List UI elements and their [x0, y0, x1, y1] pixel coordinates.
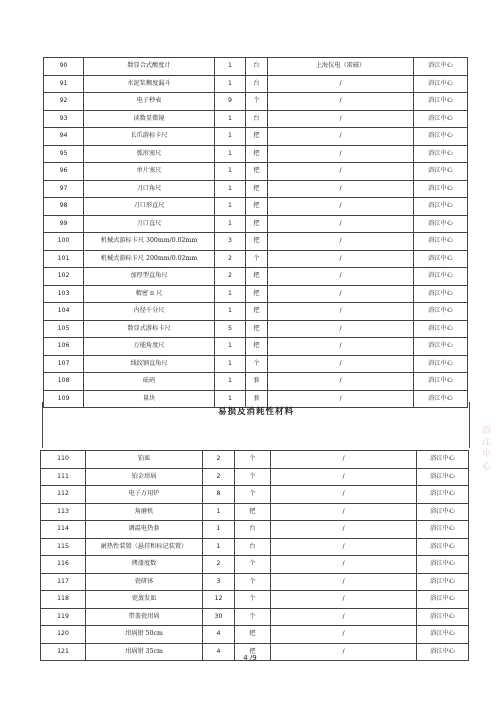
item-unit: 个 [235, 573, 271, 591]
item-unit: 把 [235, 503, 271, 521]
item-name: 机械式游标卡尺 200mm/0.02mm [84, 250, 215, 268]
item-vendor: / [268, 338, 414, 356]
table-row [44, 198, 468, 216]
item-location: 浴江中心 [417, 573, 469, 591]
consumables-table [40, 450, 469, 661]
item-quantity: 1 [215, 58, 246, 76]
item-quantity: 12 [203, 591, 235, 609]
red-stamp-mark [482, 425, 498, 505]
table-row [44, 93, 468, 111]
item-vendor: / [268, 180, 414, 198]
row-number: 117 [41, 573, 86, 591]
item-unit: 台 [235, 538, 271, 556]
item-name: 瓷研钵 [86, 573, 203, 591]
item-name: 弧形塞尺 [84, 145, 215, 163]
item-vendor: / [271, 521, 417, 539]
item-location: 浴江中心 [414, 250, 468, 268]
table-row [44, 338, 468, 356]
item-location: 浴江中心 [414, 233, 468, 251]
item-unit: 把 [246, 303, 268, 321]
item-vendor: / [268, 215, 414, 233]
item-name: 角磨机 [86, 503, 203, 521]
table-row [41, 626, 469, 644]
item-quantity: 1 [215, 145, 246, 163]
item-unit: 把 [246, 145, 268, 163]
item-quantity: 5 [215, 320, 246, 338]
item-vendor: / [271, 556, 417, 574]
row-number: 98 [44, 198, 84, 216]
row-number: 101 [44, 250, 84, 268]
item-quantity: 1 [215, 110, 246, 128]
row-number: 111 [41, 468, 86, 486]
item-location: 浴江中心 [417, 503, 469, 521]
item-quantity: 2 [203, 451, 235, 469]
item-location: 浴江中心 [417, 486, 469, 504]
item-name: 铂皿 [86, 451, 203, 469]
row-number: 93 [44, 110, 84, 128]
item-name: 刀口直尺 [84, 215, 215, 233]
item-quantity: 1 [215, 338, 246, 356]
item-quantity: 2 [215, 268, 246, 286]
row-number: 99 [44, 215, 84, 233]
item-name: 加厚型直角尺 [84, 268, 215, 286]
table-row [41, 573, 469, 591]
table-row [44, 145, 468, 163]
item-name: 调温电热套 [86, 521, 203, 539]
row-number: 94 [44, 128, 84, 146]
row-number: 110 [41, 451, 86, 469]
item-quantity: 4 [203, 643, 235, 661]
row-number: 100 [44, 233, 84, 251]
item-vendor: / [268, 390, 414, 408]
item-vendor: / [268, 373, 414, 391]
item-name: 烤漆度数 [86, 556, 203, 574]
section-title: 易损及消耗性材料 [217, 407, 294, 417]
table-row [44, 180, 468, 198]
table-row [41, 451, 469, 469]
item-name: 坩埚钳 35cm [86, 643, 203, 661]
row-number: 114 [41, 521, 86, 539]
item-name: 长爪游标卡尺 [84, 128, 215, 146]
item-unit: 个 [235, 591, 271, 609]
row-number: 92 [44, 93, 84, 111]
item-quantity: 1 [215, 303, 246, 321]
item-unit: 个 [246, 250, 268, 268]
row-number: 109 [44, 390, 84, 408]
table-row [44, 110, 468, 128]
item-vendor: / [268, 285, 414, 303]
item-location: 浴江中心 [414, 338, 468, 356]
item-name: 坩埚钳 50cm [86, 626, 203, 644]
table-row [44, 233, 468, 251]
item-vendor: / [268, 320, 414, 338]
item-vendor: / [271, 503, 417, 521]
item-location: 浴江中心 [417, 521, 469, 539]
row-number: 107 [44, 355, 84, 373]
table-row [44, 250, 468, 268]
item-location: 浴江中心 [414, 390, 468, 408]
table-row [44, 215, 468, 233]
item-quantity: 8 [203, 486, 235, 504]
item-name: 砝码 [84, 373, 215, 391]
item-name: 铂金坩埚 [86, 468, 203, 486]
row-number: 119 [41, 608, 86, 626]
table-row [41, 468, 469, 486]
table-row [44, 128, 468, 146]
item-unit: 把 [246, 285, 268, 303]
item-quantity: 1 [215, 128, 246, 146]
item-unit: 把 [246, 180, 268, 198]
item-location: 浴江中心 [414, 320, 468, 338]
item-name: 精密 π 尺 [84, 285, 215, 303]
row-number: 90 [44, 58, 84, 76]
row-number: 103 [44, 285, 84, 303]
table-row [44, 373, 468, 391]
item-name: 数显合式酸度计 [84, 58, 215, 76]
row-number: 116 [41, 556, 86, 574]
item-location: 浴江中心 [417, 538, 469, 556]
item-unit: 台 [246, 75, 268, 93]
item-vendor: / [268, 250, 414, 268]
page-number: 4 /9 [243, 654, 257, 662]
item-quantity: 1 [215, 180, 246, 198]
item-quantity: 1 [215, 390, 246, 408]
row-number: 97 [44, 180, 84, 198]
item-location: 浴江中心 [417, 468, 469, 486]
item-quantity: 2 [215, 250, 246, 268]
table-row [41, 591, 469, 609]
row-number: 91 [44, 75, 84, 93]
stamp-text: 浴江中心 [482, 426, 492, 472]
item-quantity: 1 [215, 75, 246, 93]
item-vendor: / [271, 468, 417, 486]
item-vendor: / [268, 75, 414, 93]
item-location: 浴江中心 [417, 643, 469, 661]
item-location: 浴江中心 [417, 556, 469, 574]
item-quantity: 1 [215, 215, 246, 233]
item-unit: 个 [235, 486, 271, 504]
item-quantity: 2 [203, 556, 235, 574]
item-quantity: 1 [203, 538, 235, 556]
item-vendor: / [268, 268, 414, 286]
item-unit: 把 [246, 268, 268, 286]
row-number: 105 [44, 320, 84, 338]
item-location: 浴江中心 [414, 75, 468, 93]
item-unit: 把 [246, 198, 268, 216]
item-location: 浴江中心 [414, 355, 468, 373]
item-location: 浴江中心 [417, 626, 469, 644]
table-row [41, 503, 469, 521]
table-row [44, 163, 468, 181]
item-location: 浴江中心 [414, 285, 468, 303]
item-unit: 个 [235, 451, 271, 469]
item-location: 浴江中心 [417, 608, 469, 626]
item-location: 浴江中心 [417, 591, 469, 609]
item-vendor: / [268, 355, 414, 373]
item-vendor: / [271, 626, 417, 644]
item-name: 机械式游标卡尺 300mm/0.02mm [84, 233, 215, 251]
item-unit: 个 [235, 468, 271, 486]
item-name: 刀口角尺 [84, 180, 215, 198]
item-vendor: / [268, 233, 414, 251]
item-unit: 个 [246, 355, 268, 373]
table-row [44, 355, 468, 373]
item-name: 电子秒表 [84, 93, 215, 111]
consumables-section-header [42, 402, 470, 448]
item-unit: 个 [235, 608, 271, 626]
table-row [41, 486, 469, 504]
item-quantity: 1 [215, 355, 246, 373]
equipment-table [43, 57, 468, 408]
item-quantity: 1 [215, 198, 246, 216]
item-unit: 个 [235, 556, 271, 574]
item-unit: 把 [246, 128, 268, 146]
item-quantity: 1 [215, 285, 246, 303]
item-quantity: 2 [203, 468, 235, 486]
item-vendor: / [268, 163, 414, 181]
item-unit: 个 [246, 93, 268, 111]
item-unit: 把 [246, 215, 268, 233]
item-location: 浴江中心 [414, 58, 468, 76]
item-vendor: / [268, 303, 414, 321]
item-unit: 台 [246, 58, 268, 76]
item-name: 瓷蒸发皿 [86, 591, 203, 609]
table-row [41, 556, 469, 574]
item-unit: 把 [246, 163, 268, 181]
item-quantity: 1 [215, 373, 246, 391]
item-name: 电子万用炉 [86, 486, 203, 504]
item-vendor: / [271, 538, 417, 556]
item-location: 浴江中心 [414, 93, 468, 111]
item-vendor: / [268, 93, 414, 111]
table-row [44, 58, 468, 76]
row-number: 95 [44, 145, 84, 163]
table-row [44, 75, 468, 93]
item-quantity: 1 [203, 521, 235, 539]
row-number: 96 [44, 163, 84, 181]
row-number: 113 [41, 503, 86, 521]
item-vendor: / [268, 128, 414, 146]
item-unit: 把 [235, 626, 271, 644]
table-row [41, 521, 469, 539]
item-name: 耐热性装置（悬挂和标记装置） [86, 538, 203, 556]
item-unit: 把 [246, 338, 268, 356]
item-vendor: / [271, 573, 417, 591]
item-name: 单片塞尺 [84, 163, 215, 181]
item-name: 水泥浆稠度漏斗 [84, 75, 215, 93]
item-quantity: 9 [215, 93, 246, 111]
table-row [44, 320, 468, 338]
item-location: 浴江中心 [414, 303, 468, 321]
table-row [41, 538, 469, 556]
item-vendor: 上海仪电（雷磁） [268, 58, 414, 76]
item-location: 浴江中心 [414, 215, 468, 233]
item-vendor: / [271, 486, 417, 504]
table-row [41, 608, 469, 626]
item-vendor: / [271, 591, 417, 609]
item-unit: 把 [235, 643, 271, 661]
item-quantity: 3 [203, 573, 235, 591]
item-vendor: / [271, 451, 417, 469]
item-location: 浴江中心 [414, 110, 468, 128]
consumables-table-body [41, 451, 469, 661]
item-location: 浴江中心 [414, 198, 468, 216]
item-unit: 套 [246, 373, 268, 391]
item-vendor: / [271, 643, 417, 661]
item-name: 内径千分尺 [84, 303, 215, 321]
item-unit: 台 [235, 521, 271, 539]
row-number: 104 [44, 303, 84, 321]
item-location: 浴江中心 [414, 145, 468, 163]
item-location: 浴江中心 [414, 268, 468, 286]
item-name: 线纹钢直角尺 [84, 355, 215, 373]
table-row [44, 285, 468, 303]
row-number: 115 [41, 538, 86, 556]
item-quantity: 1 [215, 163, 246, 181]
item-quantity: 30 [203, 608, 235, 626]
row-number: 120 [41, 626, 86, 644]
item-location: 浴江中心 [414, 180, 468, 198]
row-number: 106 [44, 338, 84, 356]
row-number: 121 [41, 643, 86, 661]
item-name: 量块 [84, 390, 215, 408]
item-name: 带盖瓷坩埚 [86, 608, 203, 626]
item-location: 浴江中心 [417, 451, 469, 469]
item-name: 万能角度尺 [84, 338, 215, 356]
item-vendor: / [268, 145, 414, 163]
row-number: 102 [44, 268, 84, 286]
row-number: 112 [41, 486, 86, 504]
item-quantity: 4 [203, 626, 235, 644]
item-unit: 把 [246, 320, 268, 338]
item-vendor: / [268, 110, 414, 128]
item-quantity: 1 [203, 503, 235, 521]
row-number: 118 [41, 591, 86, 609]
item-name: 数显式游标卡尺 [84, 320, 215, 338]
item-location: 浴江中心 [414, 373, 468, 391]
item-location: 浴江中心 [414, 128, 468, 146]
item-vendor: / [271, 608, 417, 626]
item-unit: 套 [246, 390, 268, 408]
row-number: 108 [44, 373, 84, 391]
item-name: 读数显微镜 [84, 110, 215, 128]
item-quantity: 3 [215, 233, 246, 251]
equipment-table-body [44, 58, 468, 408]
item-name: 刀口形直尺 [84, 198, 215, 216]
table-row [44, 303, 468, 321]
table-row [44, 268, 468, 286]
item-unit: 台 [246, 110, 268, 128]
item-unit: 把 [246, 233, 268, 251]
item-vendor: / [268, 198, 414, 216]
item-location: 浴江中心 [414, 163, 468, 181]
